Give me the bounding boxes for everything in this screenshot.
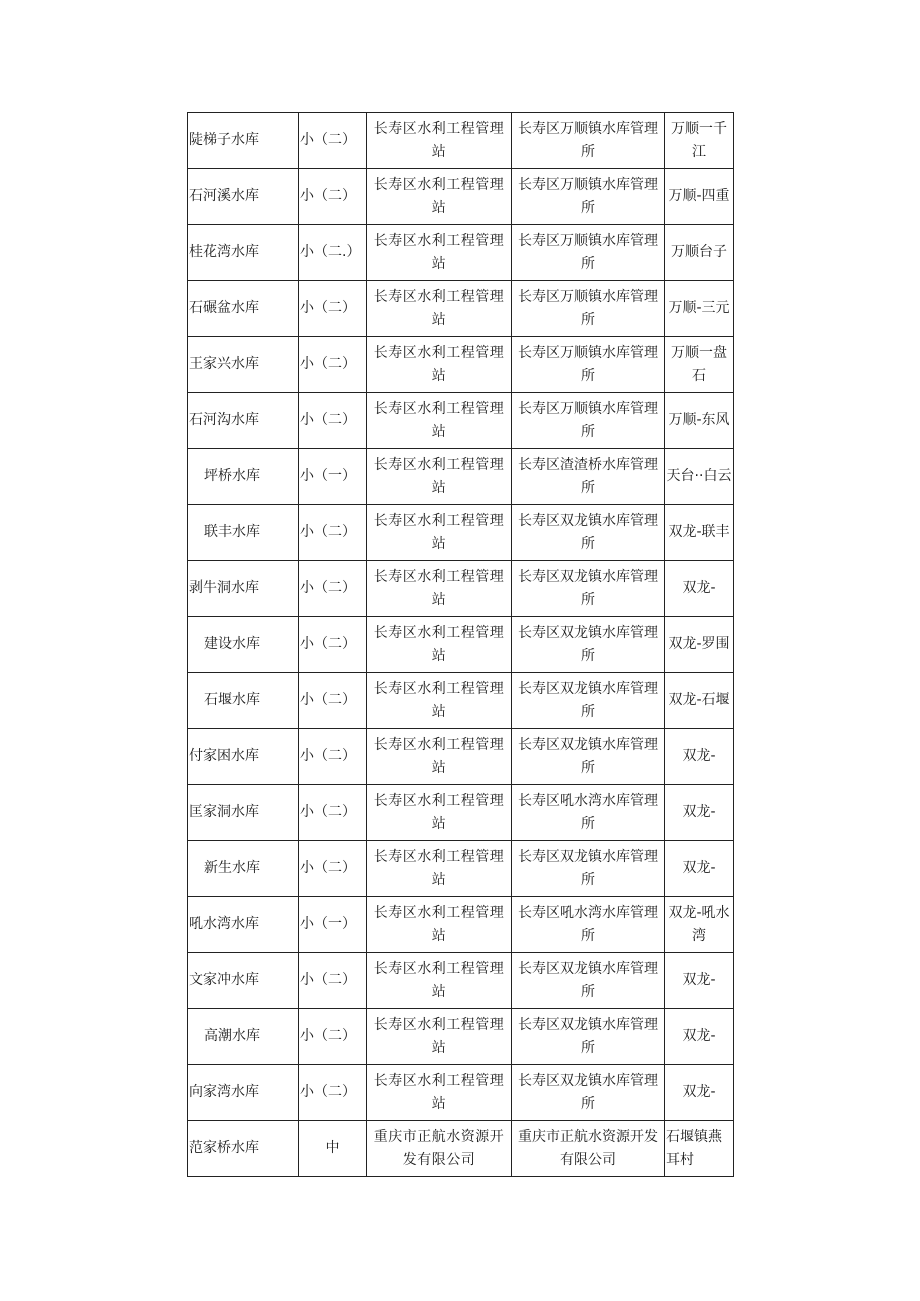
reservoir-location: 万顺台子 [665,225,734,281]
reservoir-location: 双龙- [665,561,734,617]
reservoir-size: 小（二） [299,1065,367,1121]
management-agency: 长寿区水利工程管理站 [367,113,512,169]
table-row [188,729,734,785]
reservoir-name: 石碾盆水库 [188,281,299,337]
reservoir-location: 万顺-三元 [665,281,734,337]
reservoir-size: 小（一） [299,449,367,505]
management-agency: 长寿区水利工程管理站 [367,337,512,393]
reservoir-location: 双龙-吼水湾 [665,897,734,953]
reservoir-name: 文家冲水库 [188,953,299,1009]
reservoir-location: 双龙- [665,953,734,1009]
reservoir-size: 小（二） [299,393,367,449]
table-row [188,841,734,897]
management-unit: 长寿区渣渣桥水库管理所 [512,449,665,505]
reservoir-name: 坪桥水库 [188,449,299,505]
table-row [188,897,734,953]
reservoir-location: 石堰镇燕耳村 [665,1121,734,1177]
table-row [188,113,734,169]
management-unit: 重庆市正航水资源开发有限公司 [512,1121,665,1177]
reservoir-name: 向家湾水库 [188,1065,299,1121]
reservoir-location: 万顺一千江 [665,113,734,169]
management-agency: 长寿区水利工程管理站 [367,1065,512,1121]
management-unit: 长寿区双龙镇水库管理所 [512,561,665,617]
management-agency: 长寿区水利工程管理站 [367,169,512,225]
management-unit: 长寿区双龙镇水库管理所 [512,505,665,561]
management-unit: 长寿区万顺镇水库管理所 [512,169,665,225]
management-agency: 长寿区水利工程管理站 [367,449,512,505]
reservoir-name: 联丰水库 [188,505,299,561]
management-agency: 重庆市正航水资源开发有限公司 [367,1121,512,1177]
management-agency: 长寿区水利工程管理站 [367,225,512,281]
table-row [188,617,734,673]
management-agency: 长寿区水利工程管理站 [367,561,512,617]
management-unit: 长寿区吼水湾水库管理所 [512,785,665,841]
management-unit: 长寿区万顺镇水库管理所 [512,225,665,281]
management-agency: 长寿区水利工程管理站 [367,505,512,561]
table-row [188,337,734,393]
table-row [188,1121,734,1177]
management-agency: 长寿区水利工程管理站 [367,841,512,897]
management-agency: 长寿区水利工程管理站 [367,673,512,729]
management-agency: 长寿区水利工程管理站 [367,281,512,337]
management-unit: 长寿区万顺镇水库管理所 [512,281,665,337]
reservoir-size: 小（二） [299,1009,367,1065]
reservoir-name: 石河沟水库 [188,393,299,449]
management-unit: 长寿区双龙镇水库管理所 [512,953,665,1009]
table-row [188,1065,734,1121]
reservoir-name: 陡梯子水库 [188,113,299,169]
management-agency: 长寿区水利工程管理站 [367,393,512,449]
reservoir-name: 付家困水库 [188,729,299,785]
reservoir-size: 小（二） [299,953,367,1009]
reservoir-size: 小（一） [299,897,367,953]
reservoir-name: 建设水库 [188,617,299,673]
reservoir-name: 高潮水库 [188,1009,299,1065]
management-unit: 长寿区万顺镇水库管理所 [512,393,665,449]
management-agency: 长寿区水利工程管理站 [367,729,512,785]
reservoir-size: 小（二） [299,505,367,561]
reservoir-size: 小（二） [299,841,367,897]
management-agency: 长寿区水利工程管理站 [367,1009,512,1065]
management-unit: 长寿区万顺镇水库管理所 [512,113,665,169]
reservoir-size: 小（二） [299,281,367,337]
reservoir-location: 万顺一盘石 [665,337,734,393]
table-row [188,393,734,449]
reservoir-name: 剥牛洞水库 [188,561,299,617]
reservoir-size: 中 [299,1121,367,1177]
reservoir-name: 新生水库 [188,841,299,897]
reservoir-location: 双龙- [665,1065,734,1121]
reservoir-size: 小（二） [299,785,367,841]
management-unit: 长寿区双龙镇水库管理所 [512,729,665,785]
table-row [188,673,734,729]
reservoir-location: 双龙-罗围 [665,617,734,673]
management-unit: 长寿区双龙镇水库管理所 [512,673,665,729]
management-unit: 长寿区吼水湾水库管理所 [512,897,665,953]
reservoir-name: 匡家洞水库 [188,785,299,841]
management-agency: 长寿区水利工程管理站 [367,953,512,1009]
management-unit: 长寿区双龙镇水库管理所 [512,1065,665,1121]
reservoir-size: 小（二） [299,617,367,673]
reservoir-location: 万顺-四重 [665,169,734,225]
table-row [188,225,734,281]
reservoir-name: 石河溪水库 [188,169,299,225]
management-unit: 长寿区万顺镇水库管理所 [512,337,665,393]
reservoir-size: 小（二） [299,561,367,617]
reservoir-size: 小（二） [299,673,367,729]
reservoir-location: 双龙-联丰 [665,505,734,561]
reservoir-location: 天台··白云 [665,449,734,505]
table-row [188,281,734,337]
table-row [188,785,734,841]
management-unit: 长寿区双龙镇水库管理所 [512,617,665,673]
reservoir-location: 双龙- [665,841,734,897]
reservoir-size: 小（二） [299,337,367,393]
management-agency: 长寿区水利工程管理站 [367,785,512,841]
reservoir-size: 小（二） [299,169,367,225]
reservoir-name: 范家桥水库 [188,1121,299,1177]
table-row [188,953,734,1009]
table-row [188,449,734,505]
management-unit: 长寿区双龙镇水库管理所 [512,1009,665,1065]
reservoir-location: 万顺-东风 [665,393,734,449]
table-row [188,561,734,617]
management-agency: 长寿区水利工程管理站 [367,617,512,673]
table-row [188,505,734,561]
table-row [188,169,734,225]
reservoir-size: 小（二.） [299,225,367,281]
management-unit: 长寿区双龙镇水库管理所 [512,841,665,897]
reservoir-location: 双龙- [665,729,734,785]
reservoir-name: 吼水湾水库 [188,897,299,953]
reservoir-size: 小（二） [299,729,367,785]
reservoir-location: 双龙- [665,785,734,841]
table-row [188,1009,734,1065]
management-agency: 长寿区水利工程管理站 [367,897,512,953]
reservoir-name: 桂花湾水库 [188,225,299,281]
reservoir-name: 石堰水库 [188,673,299,729]
reservoir-size: 小（二） [299,113,367,169]
reservoir-location: 双龙- [665,1009,734,1065]
reservoir-table [187,112,734,1177]
reservoir-location: 双龙-石堰 [665,673,734,729]
reservoir-name: 王家兴水库 [188,337,299,393]
